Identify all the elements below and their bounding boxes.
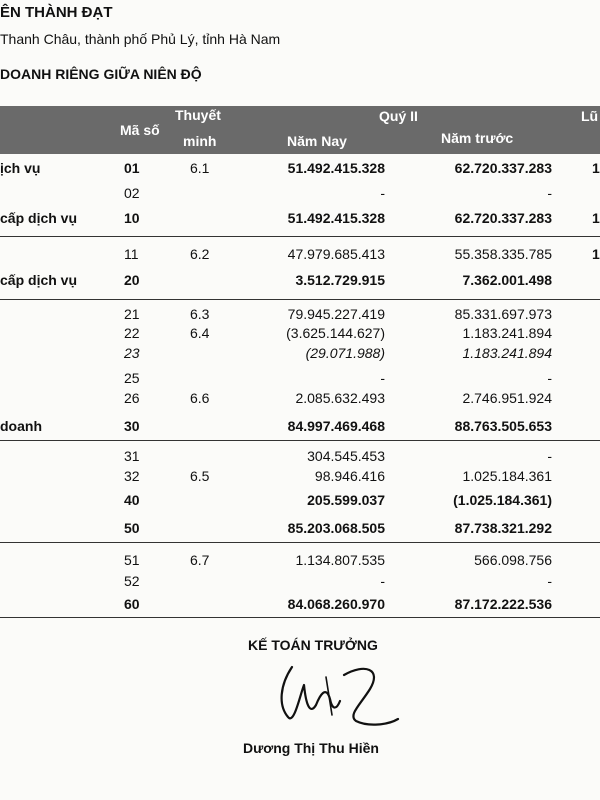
row-code: 60 [124, 596, 140, 612]
row-code: 30 [124, 418, 140, 434]
row-current-year: 2.085.632.493 [295, 390, 385, 406]
row-current-year: (29.071.988) [305, 345, 385, 361]
row-previous-year: 566.098.756 [474, 552, 552, 568]
row-previous-year: (1.025.184.361) [453, 492, 552, 508]
row-current-year: 98.946.416 [314, 468, 385, 484]
row-current-year: (3.625.144.627) [286, 325, 385, 341]
section-divider [0, 542, 600, 543]
row-code: 20 [124, 272, 140, 288]
row-cut-off: 1 [592, 210, 600, 226]
row-label: cấp dịch vụ [0, 210, 78, 226]
row-previous-year: 87.738.321.292 [454, 520, 552, 536]
row-previous-year: 2.746.951.924 [462, 390, 552, 406]
row-previous-year: 1.025.184.361 [462, 468, 552, 484]
row-cut-off: 1 [592, 160, 600, 176]
row-current-year: 3.512.729.915 [295, 272, 385, 288]
column-header-note-bottom: minh [183, 133, 217, 149]
column-header-current-year: Năm Nay [287, 133, 347, 149]
row-code: 52 [124, 573, 140, 589]
row-code: 23 [124, 345, 140, 361]
row-current-year: 51.492.415.328 [287, 160, 385, 176]
row-note: 6.4 [190, 325, 210, 341]
column-header-quarter: Quý II [379, 108, 418, 124]
row-code: 02 [124, 185, 140, 201]
row-previous-year: 1.183.241.894 [462, 345, 552, 361]
row-code: 01 [124, 160, 140, 176]
row-current-year: 205.599.037 [307, 492, 385, 508]
section-divider [0, 236, 600, 237]
row-label: ịch vụ [0, 160, 41, 176]
row-previous-year: 55.358.335.785 [454, 246, 552, 262]
report-title: DOANH RIÊNG GIỮA NIÊN ĐỘ [0, 66, 202, 82]
row-code: 50 [124, 520, 140, 536]
row-note: 6.7 [190, 552, 210, 568]
row-cut-off: 1 [592, 246, 600, 262]
row-current-year: 1.134.807.535 [295, 552, 385, 568]
row-code: 10 [124, 210, 140, 226]
row-previous-year: 62.720.337.283 [454, 210, 552, 226]
row-code: 26 [124, 390, 140, 406]
row-previous-year: - [547, 370, 552, 386]
row-previous-year: - [547, 573, 552, 589]
column-header-cut-off: Lũ [581, 108, 599, 124]
section-divider [0, 299, 600, 300]
row-code: 22 [124, 325, 140, 341]
table-bottom-border [0, 617, 600, 618]
row-previous-year: 7.362.001.498 [462, 272, 552, 288]
row-label: cấp dịch vụ [0, 272, 78, 288]
row-current-year: 84.997.469.468 [287, 418, 385, 434]
row-current-year: 304.545.453 [307, 448, 385, 464]
row-current-year: 84.068.260.970 [287, 596, 385, 612]
row-previous-year: - [547, 448, 552, 464]
chief-accountant-name: Dương Thị Thu Hiền [243, 740, 379, 756]
row-code: 40 [124, 492, 140, 508]
section-divider [0, 440, 600, 441]
column-header-note-top: Thuyết [175, 107, 221, 123]
row-current-year: 85.203.068.505 [287, 520, 385, 536]
row-code: 32 [124, 468, 140, 484]
company-name: ÊN THÀNH ĐẠT [0, 4, 113, 21]
row-previous-year: - [547, 185, 552, 201]
row-current-year: - [380, 185, 385, 201]
row-note: 6.6 [190, 390, 210, 406]
chief-accountant-title: KẾ TOÁN TRƯỞNG [248, 637, 378, 653]
row-label: doanh [0, 418, 42, 434]
row-code: 11 [124, 246, 139, 262]
row-note: 6.5 [190, 468, 210, 484]
row-current-year: - [380, 370, 385, 386]
row-current-year: 47.979.685.413 [287, 246, 385, 262]
table-header [0, 106, 600, 154]
row-code: 21 [124, 306, 140, 322]
column-header-code: Mã số [120, 122, 160, 138]
row-code: 51 [124, 552, 140, 568]
row-current-year: 51.492.415.328 [287, 210, 385, 226]
row-previous-year: 85.331.697.973 [454, 306, 552, 322]
row-previous-year: 87.172.222.536 [454, 596, 552, 612]
row-current-year: - [380, 573, 385, 589]
row-note: 6.3 [190, 306, 210, 322]
handwritten-signature [270, 655, 400, 730]
row-previous-year: 1.183.241.894 [462, 325, 552, 341]
row-code: 25 [124, 370, 140, 386]
row-note: 6.2 [190, 246, 210, 262]
company-address: Thanh Châu, thành phố Phủ Lý, tỉnh Hà Nam [0, 31, 281, 47]
row-note: 6.1 [190, 160, 210, 176]
row-previous-year: 88.763.505.653 [454, 418, 552, 434]
row-code: 31 [124, 448, 140, 464]
row-previous-year: 62.720.337.283 [454, 160, 552, 176]
column-header-previous-year: Năm trước [441, 130, 514, 146]
row-current-year: 79.945.227.419 [287, 306, 385, 322]
